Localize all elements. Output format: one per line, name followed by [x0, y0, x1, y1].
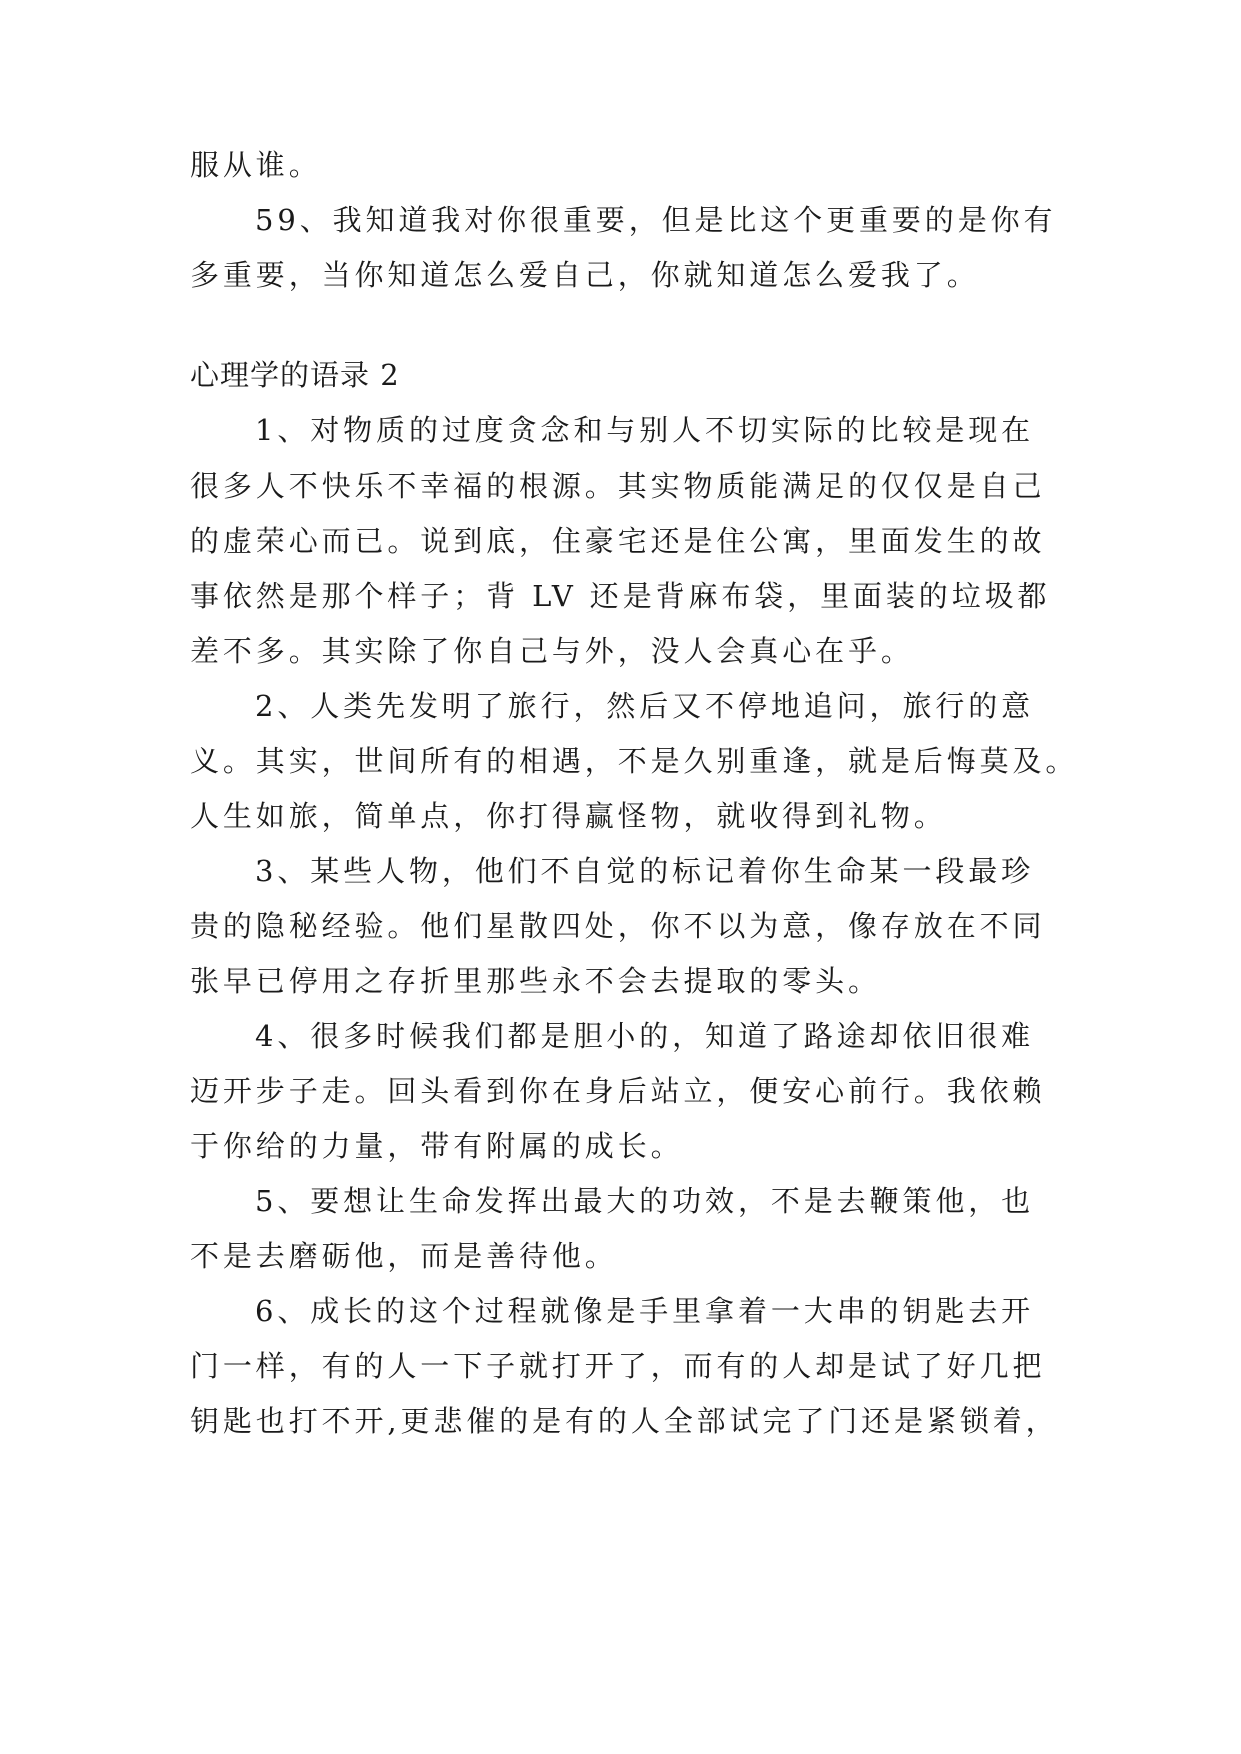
paragraph-line: 钥匙也打不开,更悲催的是有的人全部试完了门还是紧锁着，	[190, 1404, 1059, 1438]
paragraph-line: 服从谁。	[190, 148, 322, 182]
paragraph-line: 于你给的力量，带有附属的成长。	[190, 1129, 684, 1163]
paragraph-line: 的虚荣心而已。说到底，住豪宅还是住公寓，里面发生的故	[190, 524, 1046, 558]
paragraph-line: 张早已停用之存折里那些永不会去提取的零头。	[190, 964, 881, 998]
paragraph-line: 2、人类先发明了旅行，然后又不停地追问，旅行的意	[255, 689, 1035, 723]
paragraph-line: 差不多。其实除了你自己与外，没人会真心在乎。	[190, 634, 914, 668]
paragraph-line: 多重要，当你知道怎么爱自己，你就知道怎么爱我了。	[190, 258, 980, 292]
paragraph-line: 6、成长的这个过程就像是手里拿着一大串的钥匙去开	[255, 1294, 1035, 1328]
paragraph-line: 义。其实，世间所有的相遇，不是久别重逢，就是后悔莫及。	[190, 744, 1079, 778]
section-heading: 心理学的语录 2	[190, 358, 400, 392]
paragraph-line: 很多人不快乐不幸福的根源。其实物质能满足的仅仅是自己	[190, 469, 1046, 503]
paragraph-line: 不是去磨砺他，而是善待他。	[190, 1239, 618, 1273]
paragraph-line: 59、我知道我对你很重要，但是比这个更重要的是你有	[255, 203, 1057, 237]
paragraph-line: 3、某些人物，他们不自觉的标记着你生命某一段最珍	[255, 854, 1035, 888]
paragraph-line: 人生如旅，简单点，你打得赢怪物，就收得到礼物。	[190, 799, 947, 833]
paragraph-line: 5、要想让生命发挥出最大的功效，不是去鞭策他，也	[255, 1184, 1035, 1218]
paragraph-line: 4、很多时候我们都是胆小的，知道了路途却依旧很难	[255, 1019, 1035, 1053]
paragraph-line: 1、对物质的过度贪念和与别人不切实际的比较是现在	[255, 413, 1035, 447]
paragraph-line: 门一样，有的人一下子就打开了，而有的人却是试了好几把	[190, 1349, 1046, 1383]
paragraph-line: 事依然是那个样子；背 LV 还是背麻布袋，里面装的垃圾都	[190, 579, 1051, 613]
paragraph-line: 贵的隐秘经验。他们星散四处，你不以为意，像存放在不同	[190, 909, 1046, 943]
paragraph-line: 迈开步子走。回头看到你在身后站立，便安心前行。我依赖	[190, 1074, 1046, 1108]
